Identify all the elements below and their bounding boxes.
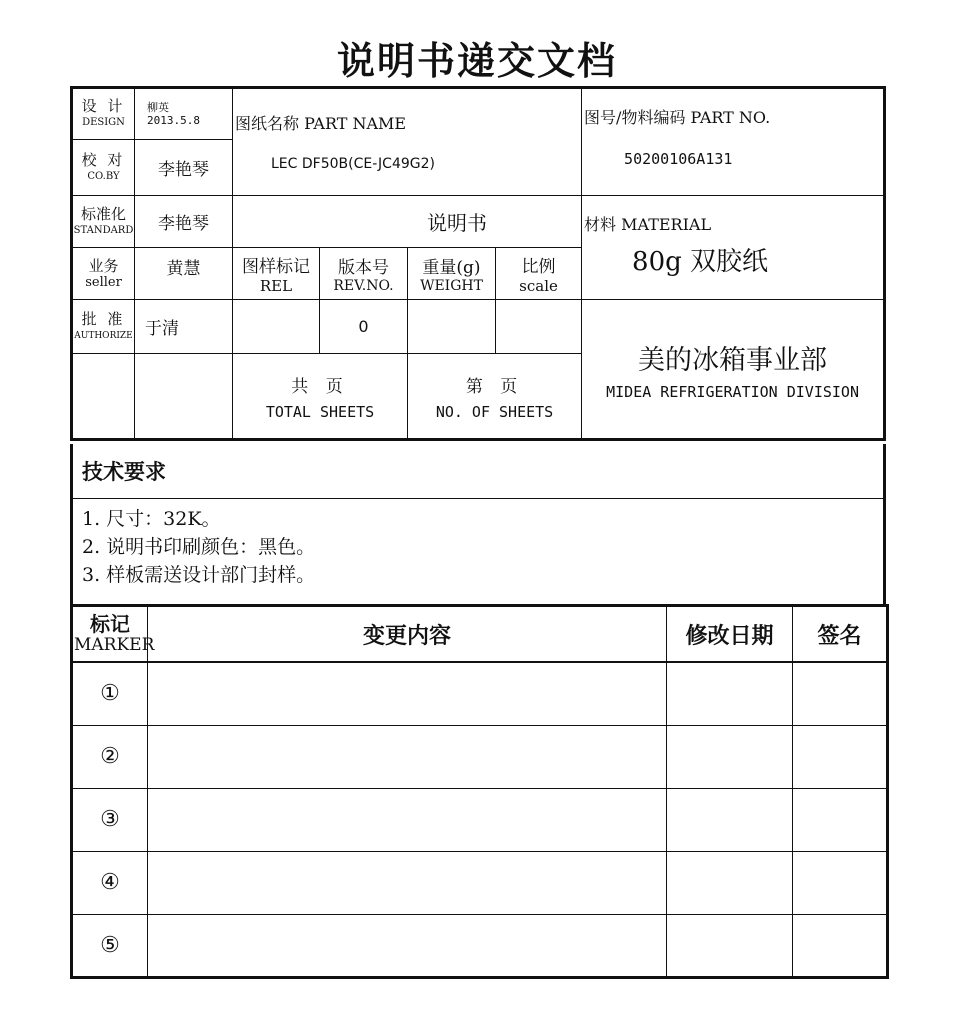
sheet-no-zh: 第 页 xyxy=(465,376,524,397)
weight-label-en: WEIGHT xyxy=(420,278,483,294)
scale-label-cell xyxy=(496,248,582,300)
row-content[interactable] xyxy=(148,662,667,725)
marker-label-en: MARKER xyxy=(74,635,155,655)
total-sheets-en: TOTAL SHEETS xyxy=(265,402,375,421)
row-marker: ④ xyxy=(72,851,148,914)
empty-value-cell xyxy=(135,354,233,440)
part-no-cell xyxy=(582,88,885,196)
date-header: 修改日期 xyxy=(667,606,793,663)
approve-label-zh: 批 准 xyxy=(81,309,126,328)
content-header: 变更内容 xyxy=(148,606,667,663)
marker-header xyxy=(72,606,155,663)
row-content[interactable] xyxy=(148,725,667,788)
design-label-cell xyxy=(72,88,135,140)
row-marker: ③ xyxy=(72,788,148,851)
rev-label-zh: 版本号 xyxy=(338,258,389,278)
scale-value-cell xyxy=(496,300,582,354)
scale-label-en: scale xyxy=(519,277,558,295)
design-date: 2013.5.8 xyxy=(147,114,200,127)
row-marker: ② xyxy=(72,725,148,788)
row-marker: ① xyxy=(72,662,148,725)
tech-heading: 技术要求 xyxy=(73,444,883,499)
empty-label-cell xyxy=(72,354,135,440)
part-name-cell xyxy=(233,88,582,196)
table-row xyxy=(72,788,888,851)
table-row xyxy=(72,662,888,725)
standardizer-name: 李艳琴 xyxy=(135,196,233,248)
rev-label-en: REV.NO. xyxy=(333,278,394,294)
weight-label-cell xyxy=(408,248,496,300)
part-name-value: LEC DF50B(CE-JC49G2) xyxy=(271,156,435,172)
part-no-label: 图号/物料编码 PART NO. xyxy=(584,108,771,127)
seller-label-en: seller xyxy=(85,274,122,290)
weight-value-cell xyxy=(408,300,496,354)
row-content[interactable] xyxy=(148,788,667,851)
weight-label-zh: 重量(g) xyxy=(422,258,481,278)
table-row xyxy=(72,914,888,977)
change-log-table xyxy=(70,604,889,979)
row-date[interactable] xyxy=(667,725,793,788)
part-name-sub: 说明书 xyxy=(233,196,582,248)
rel-label-cell xyxy=(233,248,320,300)
design-label-zh: 设 计 xyxy=(81,97,126,115)
row-sign[interactable] xyxy=(793,914,888,977)
sheet-no-en: NO. OF SHEETS xyxy=(435,402,554,421)
row-marker: ⑤ xyxy=(72,914,148,977)
title-block-table xyxy=(70,86,886,441)
row-date[interactable] xyxy=(667,788,793,851)
tech-requirements xyxy=(70,444,886,604)
row-date[interactable] xyxy=(667,914,793,977)
check-label-zh: 校 对 xyxy=(81,150,126,169)
sheet-no-cell xyxy=(408,354,582,440)
division-cell xyxy=(582,300,885,440)
check-label-en: CO.BY xyxy=(87,170,120,182)
sign-header: 签名 xyxy=(793,606,888,663)
seller-name: 黄慧 xyxy=(135,248,233,300)
seller-label-zh: 业务 xyxy=(88,256,119,275)
seller-label-cell xyxy=(72,248,135,300)
tech-list xyxy=(73,499,883,589)
division-en: MIDEA REFRIGERATION DIVISION xyxy=(606,382,859,401)
part-name-label: 图纸名称 PART NAME xyxy=(235,114,407,133)
row-sign[interactable] xyxy=(793,851,888,914)
row-content[interactable] xyxy=(148,851,667,914)
checker-name: 李艳琴 xyxy=(135,140,233,196)
tech-item: 1. 尺寸：32K。 xyxy=(82,508,221,530)
std-label-en: STANDARD xyxy=(73,224,134,236)
material-label: 材料 MATERIAL xyxy=(584,215,712,234)
rev-label-cell xyxy=(320,248,408,300)
row-sign[interactable] xyxy=(793,788,888,851)
page-title: 说明书递交文档 xyxy=(336,39,617,83)
tech-item: 3. 样板需送设计部门封样。 xyxy=(82,564,316,586)
row-date[interactable] xyxy=(667,851,793,914)
total-sheets-zh: 共 页 xyxy=(291,376,349,397)
division-zh: 美的冰箱事业部 xyxy=(638,344,828,376)
table-row xyxy=(72,851,888,914)
rel-label-zh: 图样标记 xyxy=(242,257,310,277)
std-label-cell xyxy=(72,196,135,248)
tech-item: 2. 说明书印刷颜色：黑色。 xyxy=(82,536,316,558)
marker-label-zh: 标记 xyxy=(90,612,130,636)
row-sign[interactable] xyxy=(793,662,888,725)
material-cell xyxy=(582,196,885,300)
designer-name: 柳英 xyxy=(147,101,169,114)
rel-label-en: REL xyxy=(259,277,293,295)
scale-label-zh: 比例 xyxy=(521,257,556,277)
designer-cell xyxy=(135,88,233,140)
total-sheets-cell xyxy=(233,354,408,440)
std-label-zh: 标准化 xyxy=(80,204,126,223)
material-value: 80g 双胶纸 xyxy=(632,247,769,277)
row-sign[interactable] xyxy=(793,725,888,788)
part-no-value: 50200106A131 xyxy=(624,150,733,168)
row-date[interactable] xyxy=(667,662,793,725)
approver-name: 于清 xyxy=(135,300,233,354)
table-row xyxy=(72,725,888,788)
row-content[interactable] xyxy=(148,914,667,977)
check-label-cell xyxy=(72,140,135,196)
approve-label-cell xyxy=(72,300,135,354)
rel-value-cell xyxy=(233,300,320,354)
approve-label-en: AUTHORIZE xyxy=(74,330,133,341)
rev-value: 0 xyxy=(320,300,408,354)
design-label-en: DESIGN xyxy=(82,117,125,128)
